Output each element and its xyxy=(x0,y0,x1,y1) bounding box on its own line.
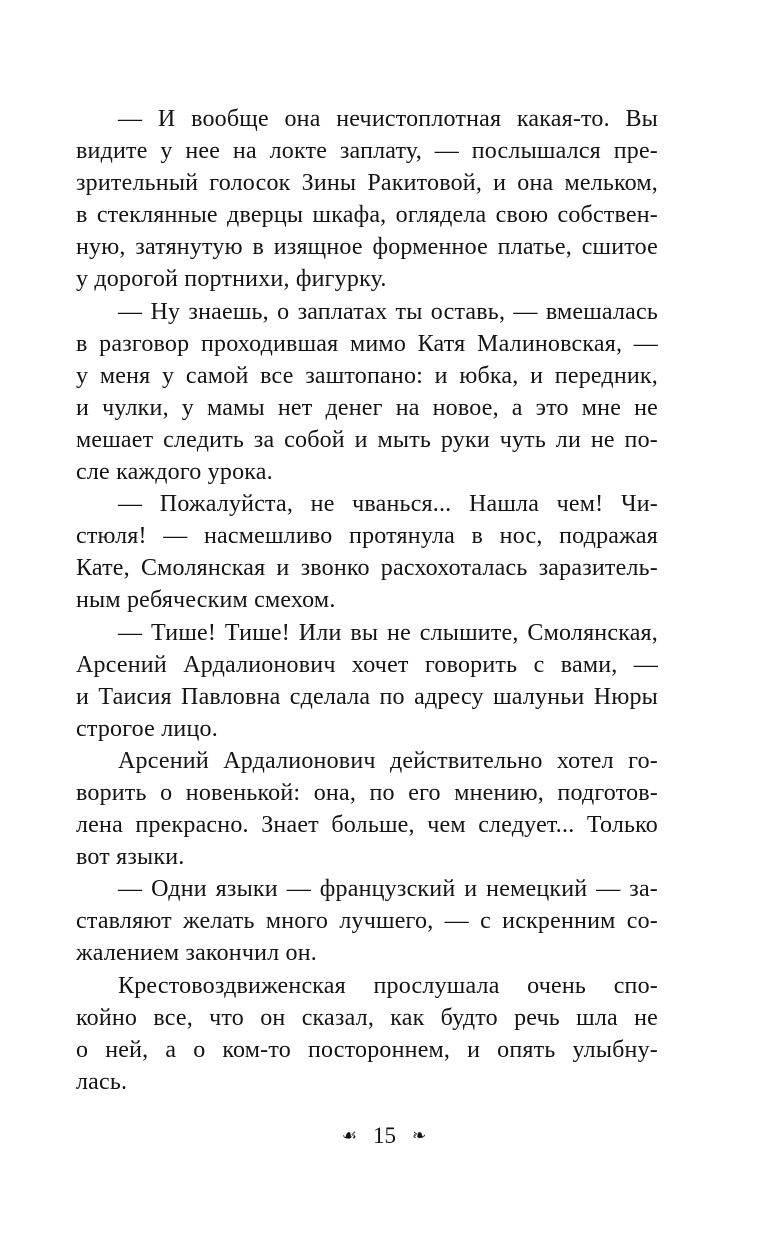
text-line: ную, затянутую в изящное форменное платье, сшитое xyxy=(76,234,658,261)
text-line: зрительный голосок Зины Ракитовой, и она мельком, xyxy=(76,170,658,197)
text-line: в стеклянные дверцы шкафа, оглядела свою собствен- xyxy=(76,202,658,229)
text-line: — Ну знаешь, о заплатах ты оставь, — вмешалась xyxy=(118,298,658,325)
text-line: сле каждого урока. xyxy=(76,459,273,486)
text-line: Кате, Смолянская и звонко расхохоталась заразитель- xyxy=(76,555,658,582)
text-line: — И вообще она нечистоплотная какая-то. Вы xyxy=(118,106,658,132)
ornament-right-icon: ❧ xyxy=(412,1126,427,1146)
text-line: койно все, что он сказал, как будто речь шла не xyxy=(76,1004,658,1031)
text-line: у меня у самой все заштопано: и юбка, и передник, xyxy=(76,362,658,389)
text-line: ставляют желать много лучшего, — с искренним со- xyxy=(76,908,658,935)
text-line: и Таисия Павловна сделала по адресу шалуньи Нюры xyxy=(76,683,658,710)
text-line: мешает следить за собой и мыть руки чуть ли не по- xyxy=(76,426,658,453)
text-line: — Тише! Тише! Или вы не слышите, Смолянская, xyxy=(118,619,658,646)
text-line: — Одни языки — французский и немецкий — за- xyxy=(118,876,658,903)
text-line: Крестовоздвиженская прослушала очень спо- xyxy=(118,972,658,999)
text-line: видите у нее на локте заплату, — послышался пре- xyxy=(76,138,658,165)
text-line: лена прекрасно. Знает больше, чем следует... Только xyxy=(76,812,658,839)
text-line: ным ребяческим смехом. xyxy=(76,587,336,614)
page-footer xyxy=(0,1120,768,1149)
text-line: Арсений Ардалионович действительно хотел го- xyxy=(118,747,658,774)
page-number: 15 xyxy=(373,1122,396,1148)
ornament-left-icon: ☙ xyxy=(341,1126,357,1146)
text-line: лась. xyxy=(76,1068,128,1095)
text-line: вот языки. xyxy=(76,844,185,871)
text-line: у дорогой портнихи, фигурку. xyxy=(76,266,387,293)
text-line: ворить о новенькой: она, по его мнению, подготов- xyxy=(76,779,658,806)
text-line: о ней, а о ком-то постороннем, и опять улыбну- xyxy=(76,1036,658,1063)
text-line: строгое лицо. xyxy=(76,715,218,742)
text-block xyxy=(76,103,658,1098)
text-line: стюля! — насмешливо протянула в нос, подражая xyxy=(76,523,658,550)
text-line: в разговор проходившая мимо Катя Малиновская, — xyxy=(76,330,658,357)
text-line: — Пожалуйста, не чванься... Нашла чем! Чи- xyxy=(118,491,658,518)
text-line: жалением закончил он. xyxy=(76,940,317,967)
text-line: Арсений Ардалионович хочет говорить с вами, — xyxy=(76,651,658,678)
text-line: и чулки, у мамы нет денег на новое, а это мне не xyxy=(76,394,658,421)
